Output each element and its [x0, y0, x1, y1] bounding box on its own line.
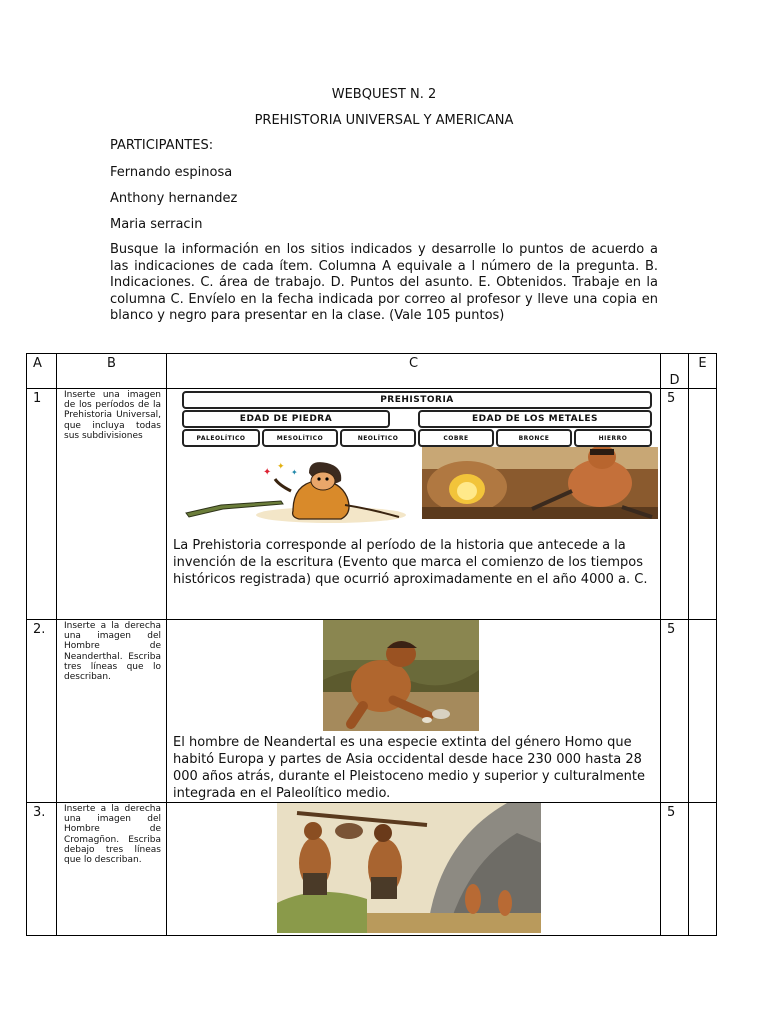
prehistory-image: [167, 389, 660, 537]
row-number: 3.: [27, 803, 57, 936]
svg-text:✦: ✦: [263, 467, 272, 478]
col-header-e: E: [689, 354, 717, 389]
chart-period: PALEOLÍTICO: [182, 429, 260, 447]
row-obtained[interactable]: [689, 389, 717, 620]
chart-age: EDAD DE LOS METALES: [418, 410, 652, 428]
chart-period: HIERRO: [574, 429, 652, 447]
row-instruction: Inserte a la derecha una imagen del Hombre de Neanderthal. Escriba tres líneas que lo describan.: [57, 620, 167, 803]
col-header-c: C: [167, 354, 661, 389]
participant-name: Maria serracin: [110, 217, 203, 232]
row-instruction: Inserte una imagen de los períodos de la Prehistoria Universal, que incluya todas sus subdivisiones: [57, 389, 167, 620]
participant-name: Fernando espinosa: [110, 165, 233, 180]
table-header-row: [27, 354, 717, 389]
col-header-a: A: [27, 354, 57, 389]
answer-text: El hombre de Neandertal es una especie extinta del género Homo que habitó Europa y partes de Asia occidental desde hace 230 000 hasta 28 000 años atrás, durante el Pleistoceno medio y superior y culturalmente integrada en el Paleolítico medio.: [173, 735, 645, 801]
table-row: [27, 389, 717, 620]
chart-period: BRONCE: [496, 429, 572, 447]
svg-text:✦: ✦: [277, 462, 285, 472]
row-points: 5: [661, 389, 689, 620]
row-points: 5: [661, 620, 689, 803]
svg-text:✦: ✦: [291, 468, 298, 477]
table-row: [27, 620, 717, 803]
col-header-d: D: [661, 354, 689, 389]
row-obtained[interactable]: [689, 803, 717, 936]
row-points: 5: [661, 803, 689, 936]
row-instruction: Inserte a la derecha una imagen del Hombre de Cromagñon. Escriba debajo tres líneas que lo describan.: [57, 803, 167, 936]
webquest-table: [26, 353, 717, 936]
caveman-illustration: [181, 461, 411, 525]
participants-label: PARTICIPANTES:: [110, 138, 214, 153]
chart-period: MESOLÍTICO: [262, 429, 338, 447]
participant-name: Anthony hernandez: [110, 191, 238, 206]
work-area[interactable]: [167, 620, 661, 803]
doc-subtitle: PREHISTORIA UNIVERSAL Y AMERICANA: [254, 113, 514, 128]
neanderthal-image: [323, 620, 479, 731]
metalworker-illustration: [422, 447, 658, 519]
instructions: Busque la información en los sitios indicados y desarrolle lo puntos de acuerdo a las indicaciones de cada ítem. Columna A equivale a l número de la pregunta. B. Indicaciones. C. área de trabajo. D. Puntos del asunto. E. Obtenidos. Trabaje en la columna C. Envíelo en la fecha indicada por correo al profesor y lleve una copia en blanco y negro para presentar en la clase. (Vale 105 puntos): [110, 242, 658, 323]
row-number: 1: [27, 389, 57, 620]
table-row: [27, 803, 717, 936]
row-obtained[interactable]: [689, 620, 717, 803]
chart-period: NEOLÍTICO: [340, 429, 416, 447]
answer-text: La Prehistoria corresponde al período de la historia que antecede a la invención de la escritura (Evento que marca el comienzo de los tiempos históricos registrada) que ocurrió aproximadamente en el año 4000 a. C.: [173, 538, 648, 587]
col-header-b: B: [57, 354, 167, 389]
chart-title: PREHISTORIA: [182, 391, 652, 409]
work-area[interactable]: [167, 803, 661, 936]
chart-period: COBRE: [418, 429, 494, 447]
doc-title: WEBQUEST N. 2: [331, 87, 437, 102]
chart-age: EDAD DE PIEDRA: [182, 410, 390, 428]
row-number: 2.: [27, 620, 57, 803]
prehistory-chart: [176, 391, 658, 449]
cromagnon-image: [277, 803, 541, 933]
work-area[interactable]: [167, 389, 661, 620]
